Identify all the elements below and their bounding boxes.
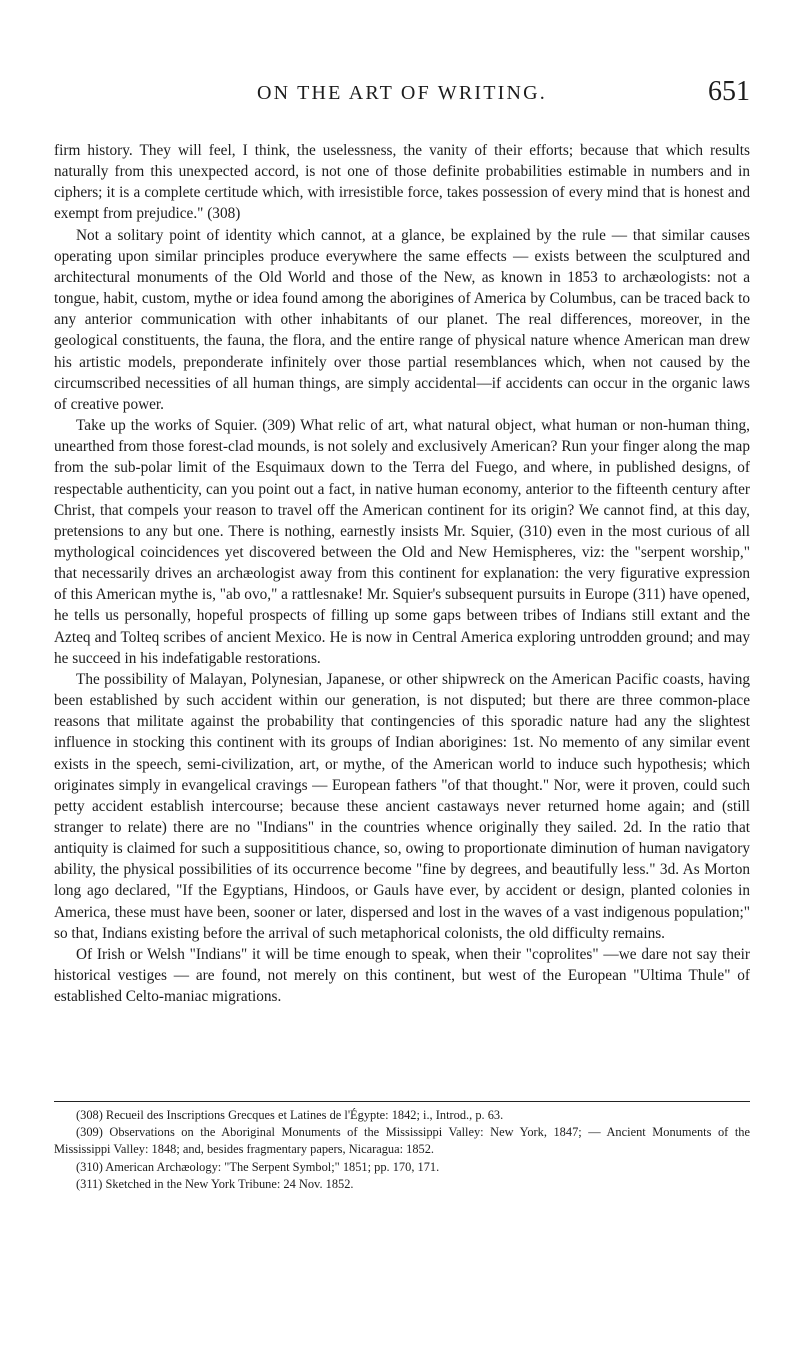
paragraph: Not a solitary point of identity which cannot, at a glance, be explained by the rule — that similar causes operating upon similar principles produce everywhere the same effects — exists between the sculptured and architectural monuments of the Old World and those of the New, as known in 1853 to archæologists: not a tongue, habit, custom, mythe or idea found among the aborigines of America by Columbus, can be traced back to any anterior communication with other inhabitants of our planet. The real differences, moreover, in the geological constituents, the fauna, the flora, and the entire range of physical nature whence American man drew his artistic models, preponderate infinitely over those partial resemblances which, when not caused by the circumscribed necessities of all human things, are simply accidental—if accidents can occur in the organic laws of creative power. <box>54 226 750 413</box>
body-text <box>54 140 750 1007</box>
paragraph: Of Irish or Welsh "Indians" it will be time enough to speak, when their "coprolites" —we dare not say their historical vestiges — are found, not merely on this continent, but west of the European "Ultima Thule" of established Celto-maniac migrations. <box>54 945 750 1006</box>
paragraph: firm history. They will feel, I think, the uselessness, the vanity of their efforts; because that which results naturally from this unexpected accord, is not one of those definite probabilities estimable in numbers and in ciphers; it is a complete certitude which, with irresistible force, takes possession of every mind that is honest and exempt from prejudice." (308) <box>54 142 750 223</box>
page-number: 651 <box>708 76 750 107</box>
footnote: (309) Observations on the Aboriginal Monuments of the Mississippi Valley: New York, 1847; — Ancient Monuments of the Mississippi Valley: 1848; and, besides fragmentary papers, Nicaragua: 1852. <box>54 1125 750 1157</box>
paragraph: The possibility of Malayan, Polynesian, Japanese, or other shipwreck on the American Pacific coasts, having been established by such accident within our generation, is not disputed; but there are three common-place reasons that militate against the probability that contingencies of this sporadic nature had any the slightest influence in stocking this continent with its groups of Indian aborigines: 1st. No memento of any similar event exists in the speech, semi-civilization, art, or mythe, of the American world to induce such hypothesis; which originates simply in evangelical cravings — European fathers "of that thought." Nor, were it proven, could such petty accident establish intercourse; because these ancient castaways never returned home again; and (still stranger to relate) there are no "Indians" in the countries whence originally they sailed. 2d. In the ratio that antiquity is claimed for such a supposititious chance, so, owing to proportionate diminution of human navigatory ability, the physical possibilities of its occurrence become "fine by degrees, and beautifully less." 3d. As Morton long ago declared, "If the Egyptians, Hindoos, or Gauls have ever, by accident or design, planted colonies in America, these must have been, sooner or later, dispersed and lost in the waves of a vast indigenous population;" so that, Indians existing before the arrival of such metaphorical colonists, the old difficulty remains. <box>54 670 750 942</box>
footnote-divider <box>54 1101 750 1102</box>
paragraph: Take up the works of Squier. (309) What relic of art, what natural object, what human or non-human thing, unearthed from those forest-clad mounds, is not solely and exclusively American? Run your finger along the map from the sub-polar limit of the Esquimaux down to the Terra del Fuego, and where, in published designs, of respectable authenticity, can you point out a fact, in native human economy, anterior to the fifteenth century after Christ, that compels your reason to travel off the American continent for its origin? We cannot find, at this day, pretensions to any but one. There is nothing, earnestly insists Mr. Squier, (310) even in the most curious of all mythological coincidences yet discovered between the Old and New Hemispheres, viz: the "serpent worship," that necessarily drives an archæologist away from this continent for explanation: the very figurative expression of this American mythe is, "ab ovo," a rattlesnake! Mr. Squier's subsequent pursuits in Europe (311) have opened, he tells us personally, hopeful prospects of filling up some gaps between tribes of Indians still extant and the Azteq and Tolteq scribes of ancient Mexico. He is now in Central America exploring untrodden ground; and may he succeed in his indefatigable restorations. <box>54 417 750 667</box>
running-head <box>54 72 750 112</box>
footnote: (311) Sketched in the New York Tribune: 24 Nov. 1852. <box>76 1176 354 1191</box>
running-title: ON THE ART OF WRITING. <box>257 82 547 104</box>
footnotes <box>54 1107 750 1193</box>
footnote: (310) American Archæology: "The Serpent Symbol;" 1851; pp. 170, 171. <box>76 1159 440 1174</box>
footnote: (308) Recueil des Inscriptions Grecques et Latines de l'Égypte: 1842; i., Introd., p. 63. <box>76 1108 504 1122</box>
